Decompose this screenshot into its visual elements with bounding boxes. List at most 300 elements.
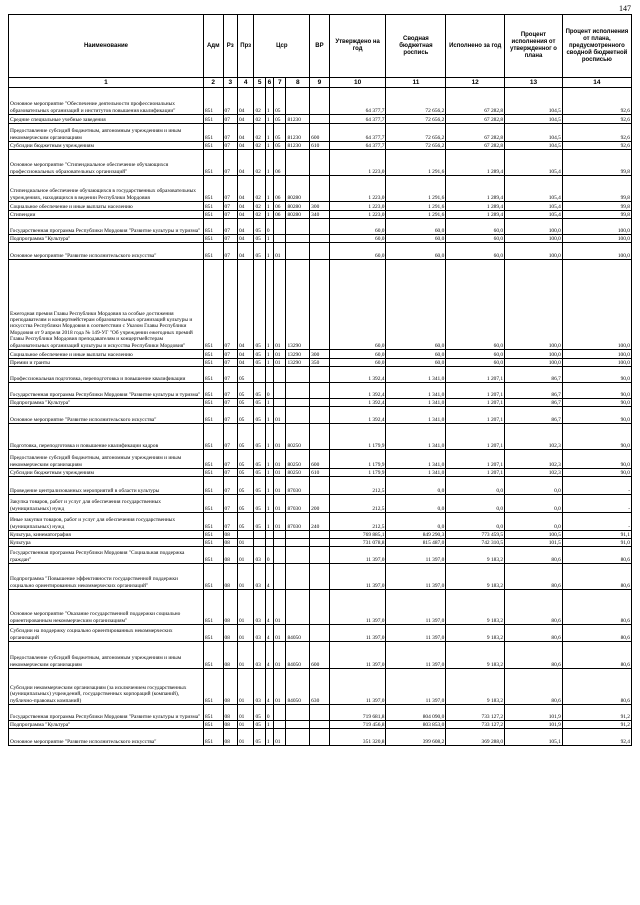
row-rz: 08 <box>223 590 237 625</box>
row-pct-plan: 102,3 <box>505 424 563 450</box>
row-approved: 11 397,0 <box>329 625 386 642</box>
row-summary: 60,0 <box>386 359 446 367</box>
row-approved: 1 179,9 <box>329 424 386 450</box>
table-row <box>9 450 632 469</box>
row-vr: 350 <box>310 359 330 367</box>
row-pct-plan: 86,7 <box>505 383 563 399</box>
row-pct-summary: 92,6 <box>562 124 631 142</box>
row-summary: 11 397,0 <box>386 625 446 642</box>
row-csr-event <box>274 564 286 590</box>
header-rz: Рз <box>223 15 237 78</box>
row-vr <box>310 564 330 590</box>
row-csr-program: 02 <box>254 202 265 211</box>
column-number: 7 <box>274 78 286 88</box>
row-rz: 07 <box>223 235 237 243</box>
row-csr-program: 05 <box>254 729 265 746</box>
row-csr-subprogram: 4 <box>265 625 273 642</box>
table-row <box>9 115 632 124</box>
row-pct-plan: 86,7 <box>505 367 563 383</box>
row-summary: 60,0 <box>386 235 446 243</box>
row-adm: 851 <box>203 88 223 115</box>
row-vr <box>310 260 330 350</box>
row-rz: 07 <box>223 513 237 531</box>
row-summary: 60,0 <box>386 350 446 359</box>
row-pct-summary: 90,0 <box>562 450 631 469</box>
row-summary: 1 341,0 <box>386 407 446 424</box>
row-name: Основное мероприятие "Стипендиальное обеспечение обучающихся профессиональных образовательных организаций" <box>9 150 204 176</box>
row-rz: 07 <box>223 469 237 477</box>
row-approved: 1 392,4 <box>329 367 386 383</box>
row-csr-direction: 80280 <box>286 211 310 219</box>
row-csr-program: 05 <box>254 424 265 450</box>
row-vr <box>310 235 330 243</box>
row-executed: 1 289,4 <box>446 150 505 176</box>
row-pct-summary: 90,0 <box>562 367 631 383</box>
row-csr-event <box>274 539 286 547</box>
row-executed: 60,0 <box>446 235 505 243</box>
row-csr-direction: 84050 <box>286 642 310 669</box>
row-executed: 1 207,1 <box>446 383 505 399</box>
row-summary: 1 341,0 <box>386 399 446 407</box>
row-name: Социальное обеспечение и иные выплаты населению <box>9 202 204 211</box>
row-name: Закупка товаров, работ и услуг для обеспечения государственных (муниципальных) нужд <box>9 495 204 513</box>
row-vr: 200 <box>310 495 330 513</box>
row-csr-event <box>274 399 286 407</box>
row-rz: 07 <box>223 260 237 350</box>
column-number: 2 <box>203 78 223 88</box>
row-name: Основное мероприятие "Обеспечение деятельности профессиональных образовательных организаций и институтов повышения квалификации" <box>9 88 204 115</box>
row-rz: 07 <box>223 359 237 367</box>
row-csr-program: 05 <box>254 450 265 469</box>
row-approved: 64 377,7 <box>329 88 386 115</box>
row-csr-subprogram: 1 <box>265 399 273 407</box>
row-rz: 07 <box>223 383 237 399</box>
row-pct-plan: 80,6 <box>505 547 563 564</box>
row-name: Средние специальные учебные заведения <box>9 115 204 124</box>
row-name: Основное мероприятие "Развитие исполнительского искусства" <box>9 729 204 746</box>
row-csr-direction: 81230 <box>286 115 310 124</box>
row-csr-subprogram: 1 <box>265 124 273 142</box>
row-summary: 803 853,0 <box>386 721 446 729</box>
row-summary: 1 341,0 <box>386 424 446 450</box>
row-pct-summary: 99,8 <box>562 150 631 176</box>
row-summary: 72 656,2 <box>386 115 446 124</box>
row-pct-summary: 91,0 <box>562 539 631 547</box>
row-csr-event: 01 <box>274 590 286 625</box>
row-name: Субсидии некоммерческим организациям (за исключением государственных (муниципальных) учреждений, государственных корпораций (компаний), публично-правовых компаний) <box>9 669 204 705</box>
row-csr-program: 02 <box>254 88 265 115</box>
column-number: 5 <box>254 78 265 88</box>
row-vr <box>310 399 330 407</box>
row-pct-plan: 104,5 <box>505 142 563 150</box>
row-approved: 64 377,7 <box>329 124 386 142</box>
row-prz: 05 <box>237 469 254 477</box>
row-csr-subprogram: 1 <box>265 729 273 746</box>
row-rz: 07 <box>223 176 237 202</box>
row-executed: 9 183,2 <box>446 564 505 590</box>
row-pct-plan: 100,0 <box>505 243 563 260</box>
row-rz: 07 <box>223 88 237 115</box>
row-adm: 851 <box>203 721 223 729</box>
row-csr-direction <box>286 564 310 590</box>
header-vr: ВР <box>310 15 330 78</box>
row-prz: 01 <box>237 547 254 564</box>
row-rz: 08 <box>223 531 237 539</box>
row-adm: 851 <box>203 477 223 495</box>
row-adm: 851 <box>203 219 223 235</box>
row-pct-summary: 80,6 <box>562 669 631 705</box>
row-pct-summary: 100,0 <box>562 219 631 235</box>
row-csr-subprogram: 1 <box>265 350 273 359</box>
header-csr: Цср <box>254 15 310 78</box>
row-pct-summary: 99,8 <box>562 211 631 219</box>
row-name: Иные закупки товаров, работ и услуг для обеспечения государственных (муниципальных) нужд <box>9 513 204 531</box>
row-csr-event: 01 <box>274 477 286 495</box>
row-csr-program: 05 <box>254 260 265 350</box>
row-pct-summary: 91,1 <box>562 531 631 539</box>
row-prz: 04 <box>237 142 254 150</box>
row-pct-summary: 99,8 <box>562 202 631 211</box>
row-pct-plan: 100,0 <box>505 235 563 243</box>
row-pct-plan: 104,5 <box>505 115 563 124</box>
row-name: Подготовка, переподготовка и повышение квалификации кадров <box>9 424 204 450</box>
table-row <box>9 407 632 424</box>
header-pct-summary: Процент исполнения от плана, предусмотренного сводной бюджетной росписью <box>562 15 631 78</box>
row-csr-subprogram: 1 <box>265 243 273 260</box>
row-approved: 1 392,4 <box>329 399 386 407</box>
row-rz: 07 <box>223 243 237 260</box>
row-pct-summary: - <box>562 477 631 495</box>
table-row <box>9 495 632 513</box>
row-csr-program <box>254 367 265 383</box>
row-csr-subprogram: 4 <box>265 564 273 590</box>
row-vr <box>310 219 330 235</box>
row-adm: 851 <box>203 124 223 142</box>
row-pct-plan: 100,0 <box>505 350 563 359</box>
row-csr-direction <box>286 367 310 383</box>
table-row <box>9 513 632 531</box>
row-vr <box>310 721 330 729</box>
row-summary: 0,0 <box>386 495 446 513</box>
row-pct-summary: 92,6 <box>562 142 631 150</box>
row-vr <box>310 383 330 399</box>
row-csr-subprogram <box>265 539 273 547</box>
row-rz: 07 <box>223 399 237 407</box>
row-prz: 05 <box>237 407 254 424</box>
row-prz: 05 <box>237 450 254 469</box>
row-csr-event: 01 <box>274 359 286 367</box>
table-row <box>9 88 632 115</box>
row-approved: 1 179,9 <box>329 469 386 477</box>
row-executed: 9 183,2 <box>446 547 505 564</box>
row-executed: 1 207,1 <box>446 399 505 407</box>
row-csr-direction: 80280 <box>286 176 310 202</box>
row-pct-plan: 80,6 <box>505 564 563 590</box>
row-summary: 11 397,0 <box>386 669 446 705</box>
table-row <box>9 539 632 547</box>
row-csr-event: 01 <box>274 513 286 531</box>
row-prz: 04 <box>237 115 254 124</box>
row-csr-event: 01 <box>274 625 286 642</box>
row-vr: 610 <box>310 142 330 150</box>
table-row <box>9 359 632 367</box>
row-executed: 9 183,2 <box>446 625 505 642</box>
row-prz: 05 <box>237 513 254 531</box>
row-prz: 04 <box>237 88 254 115</box>
row-approved: 719 681,8 <box>329 705 386 721</box>
row-csr-event: 06 <box>274 176 286 202</box>
row-csr-direction: 81230 <box>286 142 310 150</box>
row-csr-event: 06 <box>274 202 286 211</box>
row-approved: 60,0 <box>329 260 386 350</box>
row-adm: 851 <box>203 450 223 469</box>
row-summary: 0,0 <box>386 513 446 531</box>
row-adm: 851 <box>203 202 223 211</box>
row-prz: 01 <box>237 729 254 746</box>
row-csr-subprogram: 1 <box>265 477 273 495</box>
row-adm: 851 <box>203 115 223 124</box>
row-executed: 1 289,4 <box>446 211 505 219</box>
row-csr-subprogram: 1 <box>265 176 273 202</box>
row-prz: 04 <box>237 150 254 176</box>
row-approved: 351 320,8 <box>329 729 386 746</box>
row-pct-plan: 0,0 <box>505 513 563 531</box>
row-executed: 67 282,8 <box>446 124 505 142</box>
row-csr-direction: 13290 <box>286 359 310 367</box>
row-csr-subprogram: 1 <box>265 260 273 350</box>
row-csr-subprogram: 1 <box>265 407 273 424</box>
row-adm: 851 <box>203 513 223 531</box>
row-csr-program: 05 <box>254 219 265 235</box>
column-number: 14 <box>562 78 631 88</box>
row-executed: 773 459,5 <box>446 531 505 539</box>
row-csr-event: 05 <box>274 115 286 124</box>
row-prz: 04 <box>237 176 254 202</box>
row-prz: 04 <box>237 243 254 260</box>
row-csr-direction: 80250 <box>286 424 310 450</box>
row-csr-direction: 13290 <box>286 350 310 359</box>
row-rz: 08 <box>223 721 237 729</box>
row-adm: 851 <box>203 243 223 260</box>
table-row <box>9 721 632 729</box>
row-rz: 07 <box>223 424 237 450</box>
row-prz: 04 <box>237 124 254 142</box>
row-executed: 369 288,0 <box>446 729 505 746</box>
row-rz: 07 <box>223 450 237 469</box>
row-csr-direction: 87030 <box>286 513 310 531</box>
row-adm: 851 <box>203 495 223 513</box>
table-row <box>9 202 632 211</box>
row-csr-direction: 84050 <box>286 669 310 705</box>
table-row <box>9 350 632 359</box>
row-csr-direction <box>286 407 310 424</box>
row-prz: 05 <box>237 383 254 399</box>
row-adm: 851 <box>203 350 223 359</box>
row-name: Предоставление субсидий бюджетным, автономным учреждениям и иным некоммерческим организациям <box>9 450 204 469</box>
row-vr <box>310 625 330 642</box>
row-name: Основное мероприятие "Развитие исполнительского искусства" <box>9 243 204 260</box>
row-csr-event <box>274 547 286 564</box>
header-approved: Утверждено на год <box>329 15 386 78</box>
column-number: 8 <box>286 78 310 88</box>
row-approved: 64 377,7 <box>329 115 386 124</box>
row-csr-program <box>254 531 265 539</box>
row-csr-program: 05 <box>254 477 265 495</box>
row-csr-subprogram: 1 <box>265 88 273 115</box>
row-name: Подпрограмма "Повышение эффективности государственной поддержки социально ориентированных некоммерческих организаций" <box>9 564 204 590</box>
row-executed: 0,0 <box>446 477 505 495</box>
table-row <box>9 531 632 539</box>
row-approved: 1 392,4 <box>329 407 386 424</box>
row-csr-event <box>274 367 286 383</box>
row-summary: 804 090,0 <box>386 705 446 721</box>
row-adm: 851 <box>203 150 223 176</box>
row-rz: 07 <box>223 407 237 424</box>
row-rz: 07 <box>223 202 237 211</box>
row-adm: 851 <box>203 469 223 477</box>
row-rz: 07 <box>223 350 237 359</box>
row-approved: 11 397,0 <box>329 590 386 625</box>
row-csr-program: 02 <box>254 150 265 176</box>
row-rz: 08 <box>223 564 237 590</box>
row-csr-event <box>274 383 286 399</box>
row-pct-summary: 90,0 <box>562 399 631 407</box>
header-name: Наименование <box>9 15 204 78</box>
row-approved: 1 179,9 <box>329 450 386 469</box>
row-vr: 300 <box>310 350 330 359</box>
row-executed: 1 207,1 <box>446 407 505 424</box>
row-pct-plan: 80,6 <box>505 669 563 705</box>
row-pct-plan: 80,6 <box>505 590 563 625</box>
row-vr <box>310 547 330 564</box>
row-prz <box>237 531 254 539</box>
row-adm: 851 <box>203 590 223 625</box>
row-csr-program: 05 <box>254 495 265 513</box>
row-pct-plan: 86,7 <box>505 407 563 424</box>
header-pct-plan: Процент исполнения от утвержденног о плана <box>505 15 563 78</box>
row-executed: 9 183,2 <box>446 669 505 705</box>
row-pct-plan: 102,3 <box>505 450 563 469</box>
row-csr-event: 01 <box>274 424 286 450</box>
row-prz: 01 <box>237 669 254 705</box>
row-executed: 1 289,4 <box>446 202 505 211</box>
column-number: 11 <box>386 78 446 88</box>
row-executed: 1 207,1 <box>446 367 505 383</box>
row-vr: 630 <box>310 669 330 705</box>
table-row <box>9 383 632 399</box>
row-vr <box>310 176 330 202</box>
row-summary: 815 487,0 <box>386 539 446 547</box>
row-prz: 04 <box>237 350 254 359</box>
row-csr-direction <box>286 235 310 243</box>
row-executed: 60,0 <box>446 260 505 350</box>
row-prz: 04 <box>237 235 254 243</box>
row-pct-summary: 92,6 <box>562 88 631 115</box>
row-pct-summary: 80,6 <box>562 564 631 590</box>
row-vr <box>310 407 330 424</box>
row-prz: 05 <box>237 367 254 383</box>
row-executed: 60,0 <box>446 219 505 235</box>
row-rz: 08 <box>223 729 237 746</box>
row-csr-program: 05 <box>254 721 265 729</box>
table-row <box>9 477 632 495</box>
row-approved: 1 223,0 <box>329 211 386 219</box>
row-vr <box>310 539 330 547</box>
row-prz: 05 <box>237 495 254 513</box>
row-csr-direction: 81230 <box>286 124 310 142</box>
row-pct-summary: 80,6 <box>562 642 631 669</box>
row-adm: 851 <box>203 539 223 547</box>
row-csr-direction <box>286 399 310 407</box>
row-csr-direction <box>286 219 310 235</box>
row-adm: 851 <box>203 260 223 350</box>
row-rz: 08 <box>223 539 237 547</box>
row-name: Профессиональная подготовка, переподготовка и повышение квалификации <box>9 367 204 383</box>
row-csr-event <box>274 531 286 539</box>
row-adm: 851 <box>203 669 223 705</box>
row-csr-direction: 80280 <box>286 202 310 211</box>
row-vr: 600 <box>310 124 330 142</box>
row-summary: 11 397,0 <box>386 564 446 590</box>
row-csr-subprogram: 1 <box>265 150 273 176</box>
row-csr-program: 05 <box>254 243 265 260</box>
row-csr-subprogram: 0 <box>265 219 273 235</box>
row-csr-event: 01 <box>274 729 286 746</box>
row-approved: 1 223,0 <box>329 176 386 202</box>
row-pct-summary: - <box>562 495 631 513</box>
row-csr-direction: 84050 <box>286 625 310 642</box>
row-rz: 07 <box>223 142 237 150</box>
row-pct-summary: 100,0 <box>562 260 631 350</box>
row-csr-direction: 80250 <box>286 450 310 469</box>
table-row <box>9 260 632 350</box>
row-pct-summary: 99,8 <box>562 176 631 202</box>
column-number: 3 <box>223 78 237 88</box>
row-executed: 9 183,2 <box>446 642 505 669</box>
row-csr-direction: 87030 <box>286 477 310 495</box>
row-adm: 851 <box>203 176 223 202</box>
row-csr-direction: 87030 <box>286 495 310 513</box>
row-pct-plan: 104,5 <box>505 88 563 115</box>
row-prz: 01 <box>237 625 254 642</box>
row-csr-event <box>274 721 286 729</box>
row-pct-plan: 100,0 <box>505 359 563 367</box>
row-pct-plan: 101,9 <box>505 705 563 721</box>
row-csr-subprogram: 1 <box>265 211 273 219</box>
table-row <box>9 669 632 705</box>
row-approved: 719 456,8 <box>329 721 386 729</box>
row-vr <box>310 243 330 260</box>
row-pct-plan: 105,4 <box>505 211 563 219</box>
row-name: Субсидии бюджетным учреждениям <box>9 142 204 150</box>
row-name: Предоставление субсидий бюджетным, автономным учреждениям и иным некоммерческим организациям <box>9 124 204 142</box>
row-summary: 11 397,0 <box>386 547 446 564</box>
row-pct-plan: 80,6 <box>505 642 563 669</box>
row-summary: 1 341,0 <box>386 383 446 399</box>
row-csr-program: 03 <box>254 590 265 625</box>
row-summary: 1 291,6 <box>386 176 446 202</box>
row-csr-program: 03 <box>254 669 265 705</box>
row-prz: 05 <box>237 424 254 450</box>
row-executed: 67 282,8 <box>446 142 505 150</box>
table-row <box>9 564 632 590</box>
row-adm: 851 <box>203 547 223 564</box>
row-summary: 11 397,0 <box>386 642 446 669</box>
row-csr-program: 05 <box>254 235 265 243</box>
row-rz: 08 <box>223 625 237 642</box>
row-csr-program: 02 <box>254 142 265 150</box>
row-executed: 60,0 <box>446 243 505 260</box>
